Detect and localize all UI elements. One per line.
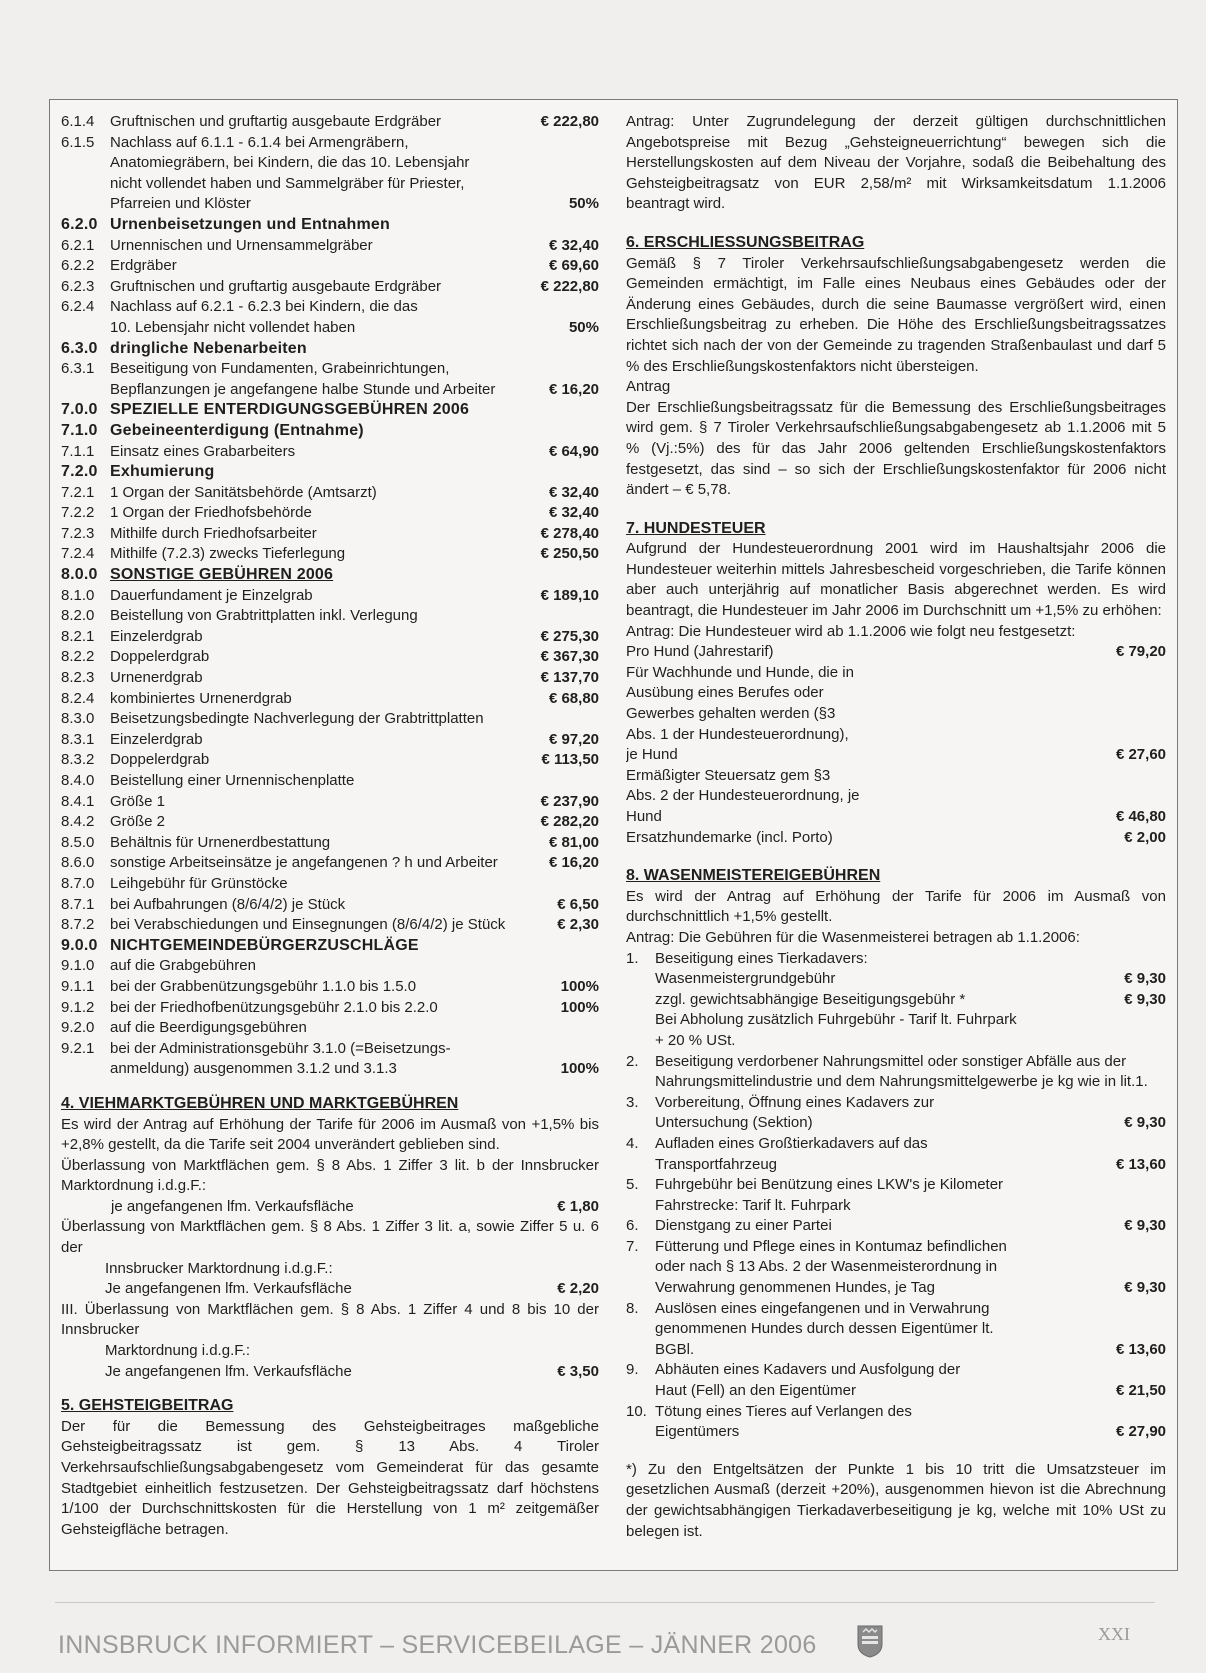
list-item [626, 1360, 1166, 1401]
fee-row [61, 297, 599, 338]
item-text: Beistellung einer Urnennischenplatte [110, 772, 355, 789]
item-text: + 20 % USt. [655, 1031, 736, 1049]
paragraph: Der für die Bemessung des Gehsteigbeitrages maßgebliche Gehsteigbeitragssatz ist gem. § 13 Abs. 4 Tiroler Verkehrsaufschließungsabgabengesetz vom Gemeinderat für das gesamte Stadtgebiet einheitlich festzusetzen. Der Gehsteigbeitragssatz darf höchstens 1/100 der Durchschnittskosten für die Herstellung von 1 m² zeitgemäßer Gehsteigfläche betragen. [61, 1417, 599, 1538]
item-text: Ermäßigter Steuersatz gem §3 Abs. 2 der Hundesteuerordnung, je Hund [626, 766, 860, 825]
item-text: Abhäuten eines Kadavers und Ausfolgung der Haut (Fell) an den Eigentümer [655, 1361, 961, 1400]
item-amount: 50% [568, 195, 599, 213]
fee-row [61, 442, 599, 463]
item-text: Einzelerdgrab [110, 627, 203, 645]
fee-row [655, 969, 1166, 990]
item-text: Nachlass auf 6.2.1 - 6.2.3 bei Kindern, die das 10. Lebensjahr nicht vollendet haben [110, 298, 418, 336]
list-item [626, 1299, 1166, 1361]
item-text: 1 Organ der Friedhofsbehörde [110, 504, 312, 522]
fee-row [61, 915, 599, 936]
item-amount: € 282,20 [540, 813, 599, 831]
item-number: 8.3.1 [61, 730, 95, 748]
item-text: Beisetzungsbedingte Nachverlegung der Grabtrittplatten [110, 710, 484, 728]
footer-title: INNSBRUCK INFORMIERT – SERVICEBEILAGE – JÄNNER 2006 [58, 1631, 817, 1659]
item-amount: € 9,30 [1124, 1114, 1166, 1132]
item-text: Erdgräber [110, 257, 177, 275]
heading-number: 7.1.0 [61, 421, 98, 439]
item-number: 7.2.2 [61, 504, 95, 522]
item-number: 8.7.2 [61, 916, 95, 934]
item-text: Nachlass auf 6.1.1 - 6.1.4 bei Armengräbern, Anatomiegräbern, bei Kindern, die das 10. Lebensjahr nicht vollendet haben und Sammelgräber für Priester, Pfarreien und Klöster [110, 133, 470, 213]
fee-row [61, 1279, 599, 1300]
list-item [626, 1237, 1166, 1299]
item-amount: € 113,50 [541, 751, 599, 769]
list-number: 10. [626, 1402, 647, 1420]
paragraph: Antrag [626, 378, 671, 396]
item-text: Doppelerdgrab [110, 648, 210, 666]
heading-text: NICHTGEMEINDEBÜRGERZUSCHLÄGE [110, 936, 419, 954]
item-amount: € 97,20 [548, 730, 599, 748]
item-number: 8.7.0 [61, 874, 95, 892]
item-amount: € 9,30 [1124, 970, 1166, 988]
fee-row [61, 874, 599, 895]
item-text: Vorbereitung, Öffnung eines Kadavers zur Untersuchung (Sektion) [655, 1093, 935, 1132]
section-heading [61, 462, 599, 483]
item-amount: € 32,40 [548, 483, 599, 501]
item-text: Fuhrgebühr bei Benützung eines LKW's je Kilometer Fahrstrecke: Tarif lt. Fuhrpark [655, 1176, 1004, 1214]
item-amount: € 21,50 [1115, 1382, 1166, 1400]
heading-number: 7.2.0 [61, 463, 98, 481]
item-text: Wasenmeistergrundgebühr [655, 970, 836, 988]
item-amount: € 6,50 [557, 895, 599, 913]
item-text: Mithilfe durch Friedhofsarbeiter [110, 524, 317, 542]
item-text: bei der Administrationsgebühr 3.1.0 (=Beisetzungs-anmeldung) ausgenommen 3.1.2 und 3.1.3 [110, 1039, 451, 1078]
item-text: Behältnis für Urnenerdbestattung [110, 833, 331, 851]
item-text: auf die Grabgebühren [110, 957, 256, 975]
heading-number: 6.3.0 [61, 339, 98, 357]
section-heading [61, 215, 599, 236]
footnote: *) Zu den Entgeltsätzen der Punkte 1 bis 10 tritt die Umsatzsteuer im gesetzlichen Ausmaß (derzeit +20%), ausgenommen hievon ist die Abrechnung der gewichtsabhängigen Tierkadaverbeseitigung je kg, welche mit 10% USt zu belegen ist. [626, 1460, 1166, 1540]
fee-row [61, 1362, 599, 1383]
item-amount: € 79,20 [1115, 643, 1166, 661]
fee-row [61, 853, 599, 874]
fee-row [626, 642, 1166, 663]
item-text: Urnennischen und Urnensammelgräber [110, 236, 373, 254]
item-number: 8.4.2 [61, 813, 95, 831]
item-text: Urnenerdgrab [110, 669, 203, 687]
item-amount: € 189,10 [540, 586, 599, 604]
fee-row [655, 990, 1166, 1011]
fee-row [61, 277, 599, 298]
item-amount: € 69,60 [548, 257, 599, 275]
list-number: 2. [626, 1052, 639, 1070]
list-item [626, 1216, 1166, 1237]
item-amount: € 27,90 [1115, 1423, 1166, 1441]
item-text: Mithilfe (7.2.3) zwecks Tieferlegung [110, 545, 346, 563]
item-amount: € 237,90 [540, 792, 599, 810]
section-title-hundesteuer: 7. HUNDESTEUER [626, 519, 766, 537]
item-text: Doppelerdgrab [110, 751, 210, 769]
item-amount: € 13,60 [1115, 1155, 1166, 1173]
item-number: 6.2.4 [61, 298, 95, 316]
item-amount: 100% [560, 998, 599, 1016]
paragraph: Überlassung von Marktflächen gem. § 8 Abs. 1 Ziffer 3 lit. b der Innsbrucker Marktordnung i.d.g.F.: [61, 1156, 599, 1195]
item-number: 6.2.1 [61, 236, 95, 254]
item-text: Gruftnischen und gruftartig ausgebaute Erdgräber [110, 113, 442, 130]
list-item [626, 1175, 1166, 1216]
item-number: 8.2.4 [61, 689, 95, 707]
section-heading [61, 421, 599, 442]
fee-row [61, 977, 599, 998]
fee-row [61, 689, 599, 710]
item-number: 9.2.0 [61, 1019, 95, 1037]
item-amount: € 68,80 [548, 689, 599, 707]
fee-row [61, 812, 599, 833]
item-text: Auslösen eines eingefangenen und in Verwahrung genommenen Hundes durch dessen Eigentümer lt. BGBl. [655, 1299, 994, 1358]
item-text: Gruftnischen und gruftartig ausgebaute Erdgräber [110, 277, 442, 295]
item-number: 9.2.1 [61, 1039, 95, 1057]
fee-row [61, 483, 599, 504]
city-emblem-icon [856, 1624, 884, 1658]
item-text: bei der Grabbenützungsgebühr 1.1.0 bis 1.5.0 [110, 977, 417, 995]
fee-row [61, 544, 599, 565]
item-number: 6.2.2 [61, 257, 95, 275]
list-number: 3. [626, 1093, 639, 1111]
list-number: 9. [626, 1361, 639, 1379]
item-text: kombiniertes Urnenerdgrab [110, 689, 292, 707]
item-number: 8.2.3 [61, 669, 95, 687]
item-number: 8.3.2 [61, 751, 95, 769]
item-amount: € 2,30 [557, 916, 599, 934]
fee-row [61, 771, 599, 792]
paragraph: Antrag: Die Gebühren für die Wasenmeisterei betragen ab 1.1.2006: [626, 928, 1080, 946]
item-text: Dienstgang zu einer Partei [655, 1217, 832, 1235]
item-number: 9.1.0 [61, 957, 95, 975]
heading-number: 9.0.0 [61, 936, 98, 954]
item-text: sonstige Arbeitseinsätze je angefangenen ? h und Arbeiter [110, 854, 498, 872]
item-amount: € 32,40 [548, 236, 599, 254]
fee-row [61, 895, 599, 916]
item-text: Beistellung von Grabtrittplatten inkl. Verlegung [110, 607, 418, 625]
section-heading [61, 339, 599, 360]
item-text: auf die Beerdigungsgebühren [110, 1019, 307, 1037]
item-amount: € 27,60 [1115, 746, 1166, 764]
paragraph: Aufgrund der Hundesteuerordnung 2001 wird im Haushaltsjahr 2006 die Hundesteuer weiterhin mittels Jahresbescheid vorgeschrieben, die Tarife können aber auch unterjährig auf monatlicher Basis abgerechnet werden. Es wird beantragt, die Hundesteuer im Jahr 2006 im Durchschnitt um +1,5% zu erhöhen: [626, 540, 1166, 620]
item-amount: € 64,90 [548, 442, 599, 460]
item-number: 8.2.0 [61, 607, 95, 625]
item-text: Dauerfundament je Einzelgrab [110, 586, 313, 604]
section-title-erschliessungsbeitrag: 6. ERSCHLIESSUNGSBEITRAG [626, 233, 865, 251]
item-text: Ersatzhundemarke (incl. Porto) [626, 828, 833, 846]
item-amount: € 367,30 [540, 648, 599, 666]
item-number: 9.1.1 [61, 977, 95, 995]
item-number: 7.2.1 [61, 483, 95, 501]
section-heading [61, 565, 599, 586]
fee-row [61, 1197, 599, 1218]
item-text: Größe 1 [110, 792, 166, 810]
fee-row [626, 663, 1166, 766]
fee-row [61, 133, 599, 215]
item-text: je angefangenen lfm. Verkaufsfläche [111, 1197, 354, 1215]
item-amount: € 9,30 [1124, 1217, 1166, 1235]
list-item [626, 1402, 1166, 1443]
left-column [61, 112, 599, 1540]
section-heading [61, 400, 599, 421]
fee-row [61, 998, 599, 1019]
item-text: bei der Friedhofbenützungsgebühr 2.1.0 bis 2.2.0 [110, 998, 438, 1016]
fee-row [626, 828, 1166, 849]
item-amount: € 9,30 [1124, 990, 1166, 1008]
section-title-gehsteigbeitrag: 5. GEHSTEIGBEITRAG [61, 1397, 234, 1415]
paragraph: Gemäß § 7 Tiroler Verkehrsaufschließungsabgabengesetz werden die Gemeinden ermächtigt, im Falle eines Neubaus eines Gebäudes oder der Änderung eines Gebäudes, durch die seine Baumasse vergrößert wird, einen Erschließungsbeitrag zu erheben. Die Höhe des Erschließungsbeitragssatzes richtet sich nach der von der Gemeinde zu tragenden Straßenbaulast und darf 5 % des Erschließungskostenfaktors nicht übersteigen. [626, 254, 1166, 375]
item-number: 7.1.1 [61, 442, 95, 460]
list-item [626, 1052, 1166, 1093]
item-number: 8.6.0 [61, 854, 95, 872]
list-item [626, 1093, 1166, 1134]
item-text: Fütterung und Pflege eines in Kontumaz befindlichen oder nach § 13 Abs. 2 der Wasenmeisterordnung in Verwahrung genommenen Hundes, je Tag [655, 1237, 1007, 1297]
fee-row [61, 750, 599, 771]
item-text: Beseitigung verdorbener Nahrungsmittel oder sonstiger Abfälle aus der Nahrungsmittelindustrie und dem Nahrungsmittelgewerbe je kg wie in lit.1. [655, 1052, 1148, 1091]
item-number: 8.7.1 [61, 895, 95, 913]
fee-row [61, 236, 599, 257]
item-text: 1 Organ der Sanitätsbehörde (Amtsarzt) [110, 483, 377, 501]
fee-row [61, 1039, 599, 1080]
item-number: 9.1.2 [61, 998, 95, 1016]
fee-row [61, 503, 599, 524]
item-amount: € 46,80 [1115, 808, 1166, 825]
item-number: 6.1.5 [61, 133, 95, 151]
paragraph: Es wird der Antrag auf Erhöhung der Tarife für 2006 im Ausmaß von durchschnittlich +1,5% gestellt. [626, 887, 1166, 926]
paragraph: Antrag: Die Hundesteuer wird ab 1.1.2006 wie folgt neu festgesetzt: [626, 622, 1076, 640]
list-number: 6. [626, 1217, 639, 1235]
right-column [626, 112, 1166, 1542]
list-number: 5. [626, 1176, 639, 1194]
item-amount: € 137,70 [540, 669, 599, 687]
item-amount: € 278,40 [540, 524, 599, 542]
fee-row [61, 833, 599, 854]
section-title-viehmarkt: 4. VIEHMARKTGEBÜHREN UND MARKTGEBÜHREN [61, 1094, 459, 1112]
list-number: 1. [626, 949, 639, 967]
fee-row [626, 766, 1166, 828]
fee-row [61, 359, 599, 400]
item-number: 6.2.3 [61, 277, 95, 295]
item-text: Beseitigung eines Tierkadavers: [655, 949, 868, 967]
item-amount: € 222,80 [540, 277, 599, 295]
item-text: Für Wachhunde und Hunde, die in Ausübung eines Berufes oder Gewerbes gehalten werden (§3 Abs. 1 der Hundesteuerordnung), je Hund [626, 663, 854, 764]
item-text: Größe 2 [110, 813, 166, 831]
fee-row [61, 627, 599, 648]
item-number: 6.1.4 [61, 113, 95, 130]
item-amount: 100% [560, 1060, 599, 1078]
item-amount: € 9,30 [1124, 1279, 1166, 1297]
heading-text: Urnenbeisetzungen und Entnahmen [110, 215, 390, 233]
heading-number: 6.2.0 [61, 215, 98, 233]
item-number: 7.2.4 [61, 545, 95, 563]
item-amount: 50% [568, 318, 599, 336]
item-amount: € 1,80 [557, 1197, 599, 1215]
fee-row [61, 606, 599, 627]
fee-row [61, 524, 599, 545]
paragraph: Es wird der Antrag auf Erhöhung der Tarife für 2006 im Ausmaß von +1,5% bis +2,8% gestellt, da die Tarife seit 2004 unverändert geblieben sind. [61, 1115, 599, 1154]
fee-row [61, 668, 599, 689]
item-text: Je angefangenen lfm. Verkaufsfläche [105, 1362, 352, 1380]
item-number: 6.3.1 [61, 360, 95, 378]
section-heading [61, 936, 599, 957]
item-text: bei Verabschiedungen und Einsegnungen (8/6/4/2) je Stück [110, 916, 506, 934]
item-number: 8.2.1 [61, 627, 95, 645]
list-number: 4. [626, 1134, 639, 1152]
item-amount: € 81,00 [548, 833, 599, 851]
item-number: 8.5.0 [61, 833, 95, 851]
item-text: Aufladen eines Großtierkadavers auf das Transportfahrzeug [655, 1134, 928, 1173]
page-number: XXI [1098, 1624, 1130, 1644]
item-text: Pro Hund (Jahrestarif) [626, 643, 774, 661]
item-amount: € 2,20 [557, 1280, 599, 1298]
item-text: Bei Abholung zusätzlich Fuhrgebühr - Tarif lt. Fuhrpark [655, 1011, 1017, 1029]
item-amount: € 16,20 [548, 380, 599, 398]
item-text: Je angefangenen lfm. Verkaufsfläche [105, 1280, 352, 1298]
fee-row [61, 709, 599, 730]
item-amount: € 250,50 [540, 545, 599, 563]
item-amount: € 16,20 [548, 854, 599, 872]
fee-row [61, 256, 599, 277]
list-number: 8. [626, 1299, 639, 1317]
item-amount: € 3,50 [557, 1362, 599, 1380]
heading-text: Gebeineenterdigung (Entnahme) [110, 421, 364, 439]
fee-row [61, 647, 599, 668]
item-text: Einzelerdgrab [110, 730, 203, 748]
item-number: 7.2.3 [61, 524, 95, 542]
fee-row [61, 792, 599, 813]
section-title-wasenmeistereigebuehren: 8. WASENMEISTEREIGEBÜHREN [626, 867, 881, 885]
item-amount: € 13,60 [1115, 1340, 1166, 1358]
heading-text: dringliche Nebenarbeiten [110, 339, 307, 357]
list-item [626, 949, 1166, 1052]
fee-row [61, 586, 599, 607]
heading-text: SPEZIELLE ENTERDIGUNGSGEBÜHREN 2006 [110, 401, 470, 419]
item-number: 8.4.1 [61, 792, 95, 810]
item-number: 8.2.2 [61, 648, 95, 666]
list-number: 7. [626, 1237, 639, 1255]
heading-number: 7.0.0 [61, 401, 98, 419]
item-amount: € 32,40 [548, 504, 599, 522]
paragraph: Der Erschließungsbeitragssatz für die Bemessung des Erschließungsbeitrages wird gem. § 7 Tiroler Verkehrsaufschließungsabgabengesetz ab 1.1.2006 mit 5 % (Vj.:5%) des für das Jahr 2006 geltenden Erschließungskostenfaktors festgesetzt, das sind – so sich der Erschließungskostenfaktor für 2006 nicht ändert – € 5,78. [626, 398, 1166, 499]
paragraph: Überlassung von Marktflächen gem. § 8 Abs. 1 Ziffer 3 lit. a, sowie Ziffer 5 u. 6 der [61, 1218, 599, 1257]
item-amount: € 2,00 [1124, 828, 1166, 846]
paragraph: Marktordnung i.d.g.F.: [105, 1342, 251, 1360]
item-number: 8.1.0 [61, 586, 95, 604]
fee-row [61, 956, 599, 977]
heading-text: SONSTIGE GEBÜHREN 2006 [110, 566, 334, 584]
item-number: 8.3.0 [61, 710, 95, 728]
item-text: Leihgebühr für Grünstöcke [110, 874, 288, 892]
item-amount: 100% [560, 977, 599, 995]
heading-number: 8.0.0 [61, 566, 98, 584]
item-text: Beseitigung von Fundamenten, Grabeinrichtungen, Bepflanzungen je angefangene halbe Stunde und Arbeiter [110, 360, 496, 398]
paragraph: Innsbrucker Marktordnung i.d.g.F.: [105, 1259, 333, 1277]
item-amount: € 222,80 [540, 113, 599, 130]
fee-row [61, 730, 599, 751]
item-text: bei Aufbahrungen (8/6/4/2) je Stück [110, 895, 346, 913]
item-text: zzgl. gewichtsabhängige Beseitigungsgebühr * [655, 990, 966, 1008]
item-text: Einsatz eines Grabarbeiters [110, 442, 296, 460]
list-item [626, 1134, 1166, 1175]
heading-text: Exhumierung [110, 463, 215, 481]
item-number: 8.4.0 [61, 772, 95, 789]
item-text: Tötung eines Tieres auf Verlangen des Eigentümers [655, 1402, 912, 1441]
paragraph: III. Überlassung von Marktflächen gem. § 8 Abs. 1 Ziffer 4 und 8 bis 10 der Innsbrucker [61, 1300, 599, 1339]
fee-row [61, 112, 599, 133]
fee-row [61, 1018, 599, 1039]
page-frame [49, 99, 1178, 1571]
item-amount: € 275,30 [540, 627, 599, 645]
paragraph: Antrag: Unter Zugrundelegung der derzeit gültigen durchschnittlichen Angebotspreise mit Bezug „Gehsteigneuerrichtung“ bewegen sich die Herstellungskosten auf dem Niveau der Vorjahre, sodaß die Beibehaltung des Gehsteigbeitragsatz von EUR 2,58/m² mit Wirksamkeitsdatum 1.1.2006 beantragt wird. [626, 113, 1166, 213]
footer-divider [55, 1602, 1155, 1603]
